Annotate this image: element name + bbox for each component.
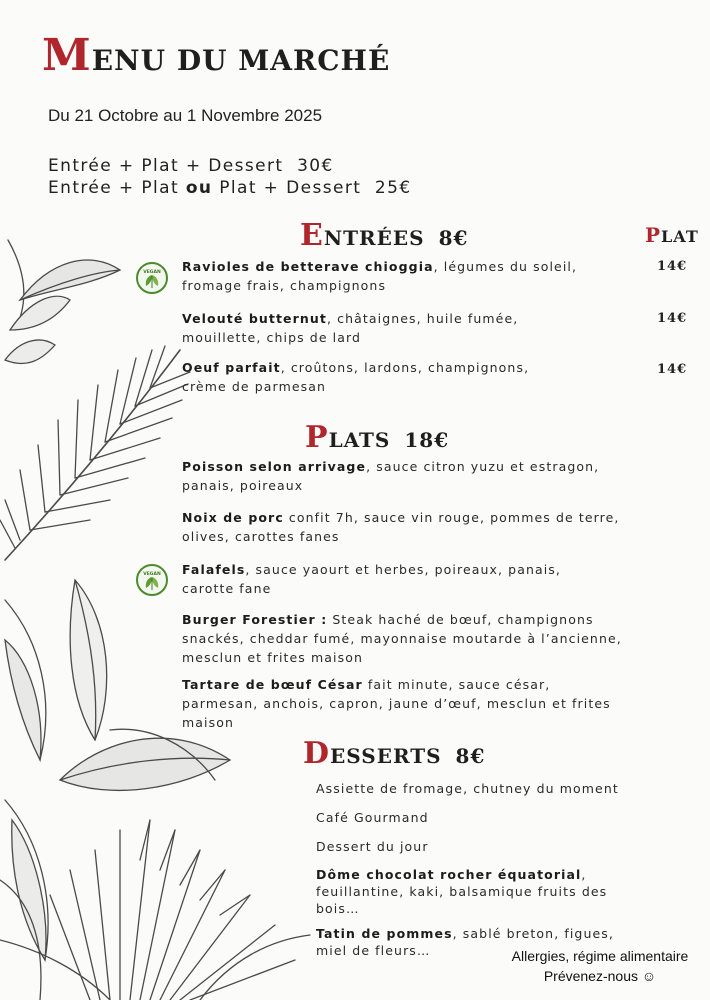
- dish-desc: , sauce yaourt et herbes, poireaux, panais,: [245, 562, 561, 577]
- dish-name: Dôme chocolat rocher équatorial: [316, 867, 582, 882]
- entrees-price: 8€: [438, 226, 469, 250]
- dish-name: Velouté butternut: [182, 311, 327, 326]
- menu-title-rest: ENU DU MARCHÉ: [91, 44, 391, 77]
- dish-desc: ,: [581, 867, 587, 882]
- plat-column-label-initial: P: [645, 223, 662, 247]
- plats-heading-rest: LATS: [328, 428, 391, 452]
- menu-title-initial: M: [42, 30, 92, 81]
- dish-desc: parmesan, anchois, capron, jaune d’œuf, mesclun et frites: [182, 696, 611, 711]
- vegan-icon: [136, 564, 168, 596]
- dish-name: Noix de porc: [182, 510, 284, 525]
- plat-item: [182, 508, 619, 546]
- dish-desc: feuillantine, kaki, balsamique fruits des: [316, 884, 608, 899]
- menu-dates: Du 21 Octobre au 1 Novembre 2025: [48, 106, 323, 125]
- dessert-item: [316, 779, 619, 798]
- plat-column-label-rest: LAT: [661, 227, 699, 246]
- formula-two-courses: [48, 178, 412, 198]
- dish-desc: mouillette, chips de lard: [182, 330, 362, 345]
- dish-desc: , croûtons, lardons, champignons,: [280, 360, 530, 375]
- allergy-note: [500, 946, 700, 986]
- formula-two-courses-part1: Entrée + Plat: [48, 178, 186, 198]
- vegan-icon-label: VEGAN: [143, 270, 161, 275]
- vegan-icon-label: VEGAN: [143, 572, 161, 577]
- formula-three-courses-text: Entrée + Plat + Dessert: [48, 156, 298, 176]
- entree-item: [182, 309, 518, 347]
- plat-price: 14€: [657, 362, 688, 377]
- allergy-note-line1: Allergies, régime alimentaire: [511, 948, 689, 964]
- allergy-note-line2: Prévenez-nous ☺: [543, 968, 657, 984]
- dish-name: Poisson selon arrivage: [182, 459, 367, 474]
- entrees-heading-initial: E: [300, 218, 324, 253]
- dish-name: Falafels: [182, 562, 246, 577]
- desserts-heading-initial: D: [303, 736, 331, 771]
- dish-desc: fait minute, sauce césar,: [362, 677, 551, 692]
- dish-desc: crème de parmesan: [182, 379, 327, 394]
- dessert-text: Café Gourmand: [316, 810, 429, 825]
- plat-price: 14€: [657, 311, 688, 326]
- dessert-text: Dessert du jour: [316, 839, 429, 854]
- vegan-icon: [136, 262, 168, 294]
- dish-desc: fromage frais, champignons: [182, 278, 387, 293]
- plat-price: 14€: [657, 259, 688, 274]
- dish-desc: miel de fleurs…: [316, 943, 431, 958]
- plat-item: [182, 675, 611, 732]
- formula-two-courses-ou: ou: [185, 178, 213, 198]
- dish-desc: bois…: [316, 901, 360, 916]
- dessert-item: [316, 866, 607, 917]
- dish-desc: , sablé breton, figues,: [452, 926, 614, 941]
- dish-desc: , sauce citron yuzu et estragon,: [366, 459, 600, 474]
- dish-desc: olives, carottes fanes: [182, 529, 340, 544]
- dish-name: Tatin de pommes: [316, 926, 453, 941]
- dish-desc: , légumes du soleil,: [433, 259, 578, 274]
- entrees-heading: [300, 218, 468, 253]
- dish-name: Tartare de bœuf César: [182, 677, 363, 692]
- dish-desc: Steak haché de bœuf, champignons: [327, 612, 594, 627]
- menu-title: [42, 30, 390, 81]
- entrees-heading-rest: NTRÉES: [323, 226, 425, 250]
- dish-name: Ravioles de betterave chioggia: [182, 259, 434, 274]
- dish-name: Burger Forestier :: [182, 612, 328, 627]
- desserts-heading-rest: ESSERTS: [330, 744, 442, 768]
- plat-column-label: [645, 223, 699, 247]
- dessert-item: [316, 837, 429, 856]
- entree-item: [182, 358, 529, 396]
- formula-three-courses-price: 30€: [297, 156, 334, 176]
- entree-item: [182, 257, 577, 295]
- plats-heading: [305, 420, 449, 455]
- plat-item: [182, 610, 622, 667]
- dish-desc: snackés, cheddar fumé, mayonnaise moutarde à l’ancienne,: [182, 631, 622, 646]
- dish-desc: panais, poireaux: [182, 478, 304, 493]
- dish-desc: , châtaignes, huile fumée,: [326, 311, 519, 326]
- plats-price: 18€: [404, 428, 450, 452]
- dessert-text: Assiette de fromage, chutney du moment: [316, 781, 619, 796]
- dish-desc: maison: [182, 715, 234, 730]
- formula-three-courses: [48, 156, 334, 176]
- plats-heading-initial: P: [305, 420, 329, 455]
- dish-desc: confit 7h, sauce vin rouge, pommes de terre,: [283, 510, 620, 525]
- dish-name: Oeuf parfait: [182, 360, 281, 375]
- dish-desc: carotte fane: [182, 581, 272, 596]
- formula-two-courses-price: 25€: [374, 178, 412, 198]
- plat-item: [182, 457, 599, 495]
- dessert-item: [316, 808, 429, 827]
- plat-item: [182, 560, 561, 598]
- dish-desc: mesclun et frites maison: [182, 650, 363, 665]
- desserts-heading: [303, 736, 485, 771]
- formula-two-courses-part2: Plat + Dessert: [212, 178, 375, 198]
- desserts-price: 8€: [455, 744, 486, 768]
